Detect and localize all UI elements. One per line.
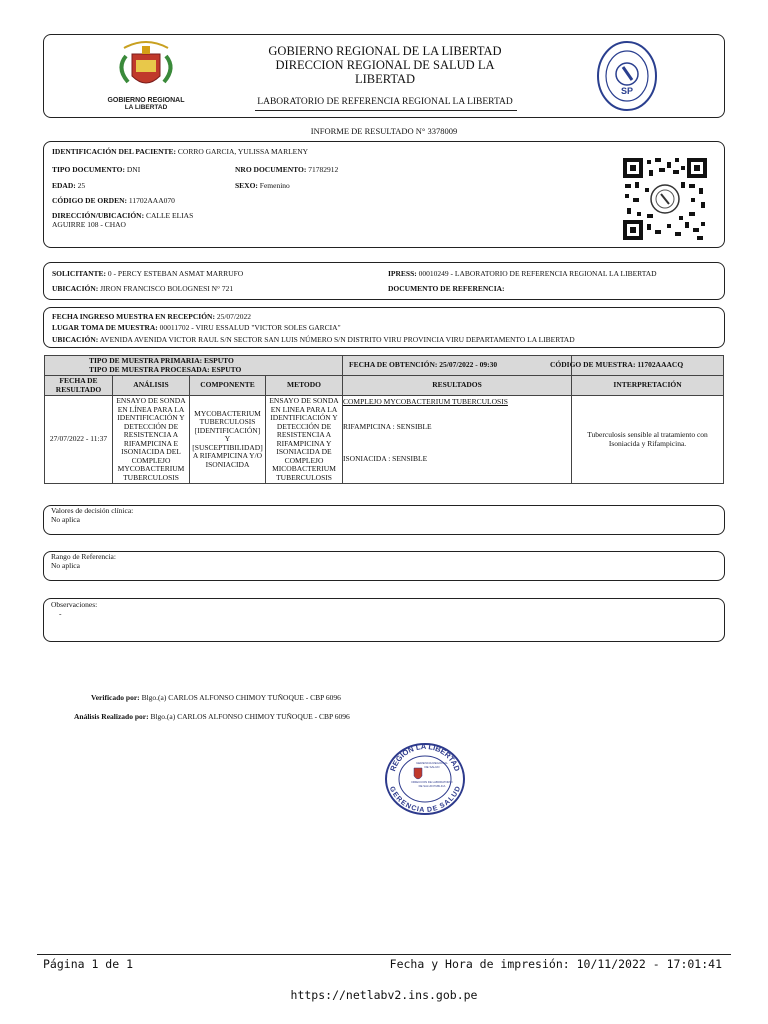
result-rifampicina: RIFAMPICINA : SENSIBLE bbox=[343, 421, 432, 431]
performed-by: Análisis Realizado por: Blgo.(a) CARLOS ALFONSO CHIMOY TUÑOQUE - CBP 6096 bbox=[74, 712, 350, 721]
cell-interpretacion: Tuberculosis sensible al tratamiento con Isoniacida y Rifampicina. bbox=[572, 396, 724, 484]
cell-analisis: ENSAYO DE SONDA EN LÍNEA PARA LA IDENTIFICACIÓN Y DETECCIÓN DE RESISTENCIA A RIFAMPICINA E ISONIACIDA DEL COMPLEJO MYCOBACTERIUM TUBERCULOSIS bbox=[113, 396, 190, 484]
svg-text:DIRECCION DE LABORATORIO: DIRECCION DE LABORATORIO bbox=[411, 780, 453, 784]
regional-government-logo bbox=[98, 38, 194, 114]
cell-resultados bbox=[343, 396, 572, 484]
col-interpretacion: INTERPRETACIÓN bbox=[572, 376, 724, 396]
table-row bbox=[45, 396, 724, 484]
requester-location: UBICACIÓN: JIRON FRANCISCO BOLOGNESI N° 721 bbox=[52, 284, 234, 293]
svg-text:DE SALUD: DE SALUD bbox=[424, 765, 440, 769]
cell-metodo: ENSAYO DE SONDA EN LINEA PARA LA IDENTIFICACIÓN Y DETECCIÓN DE RESISTENCIA A RIFAMPICINA Y ISONIACIDA DE COMPLEJO MICOBACTERIUM TUBERCULOSIS bbox=[266, 396, 343, 484]
lab-underline bbox=[255, 110, 517, 111]
col-fecha: FECHA DE RESULTADO bbox=[45, 376, 113, 396]
patient-id: IDENTIFICACIÓN DEL PACIENTE: CORRO GARCIA, YULISSA MARLENY bbox=[52, 147, 309, 156]
cell-componente: MYCOBACTERIUM TUBERCULOSIS [IDENTIFICACIÓN] Y [SUSCEPTIBILIDAD] A RIFAMPICINA Y/O ISONIACIDA bbox=[190, 396, 266, 484]
reference-document: DOCUMENTO DE REFERENCIA: bbox=[388, 284, 505, 293]
health-management-stamp bbox=[384, 742, 466, 816]
age: EDAD: 25 bbox=[52, 181, 86, 190]
header-title-line1: GOBIERNO REGIONAL DE LA LIBERTAD bbox=[268, 44, 502, 58]
header-title bbox=[250, 44, 520, 86]
col-componente: COMPONENTE bbox=[190, 376, 266, 396]
reference-range-box bbox=[43, 551, 725, 581]
header-title-line3: LIBERTAD bbox=[354, 72, 416, 86]
seal-letters: SP bbox=[620, 86, 634, 96]
range-label: Rango de Referencia: bbox=[51, 552, 116, 561]
table-meta-row bbox=[45, 356, 724, 376]
patient-name: CORRO GARCIA, YULISSA MARLENY bbox=[177, 147, 309, 156]
footer-rule bbox=[37, 954, 731, 955]
stamp-top-text: REGION LA LIBERTAD bbox=[388, 742, 462, 773]
report-title: INFORME DE RESULTADO N° 3378009 bbox=[310, 126, 458, 136]
logo-left-subtext: LA LIBERTAD bbox=[124, 104, 168, 111]
requester-box bbox=[43, 262, 725, 300]
svg-text:GERENCIA REGIONAL: GERENCIA REGIONAL bbox=[416, 761, 448, 765]
order-code: CÓDIGO DE ORDEN: 11702AAA070 bbox=[52, 196, 175, 205]
observations-value: - bbox=[59, 609, 62, 618]
print-timestamp: Fecha y Hora de impresión: 10/11/2022 - 17:01:41 bbox=[389, 957, 722, 971]
sample-type-cell: TIPO DE MUESTRA PRIMARIA: ESPUTO TIPO DE MUESTRA PROCESADA: ESPUTO bbox=[45, 356, 343, 376]
header-title-line2: DIRECCION REGIONAL DE SALUD LA bbox=[275, 58, 495, 72]
qr-code bbox=[623, 158, 707, 240]
table-header-row bbox=[45, 376, 724, 396]
obtained-date-cell: FECHA DE OBTENCIÓN: 25/07/2022 - 09:30 bbox=[343, 356, 572, 376]
col-metodo: METODO bbox=[266, 376, 343, 396]
lab-seal bbox=[596, 40, 658, 112]
stamp-bottom-text: GERENCIA DE SALUD bbox=[387, 785, 463, 814]
decision-label: Valores de decisión clínica: bbox=[51, 506, 134, 515]
svg-text:DE SALUD PUBLICA: DE SALUD PUBLICA bbox=[418, 784, 446, 788]
observations-label: Observaciones: bbox=[51, 600, 98, 609]
lab-name: LABORATORIO DE REFERENCIA REGIONAL LA LIBERTAD bbox=[257, 97, 513, 107]
sample-code-cell: CÓDIGO DE MUESTRA: 11702AAACQ bbox=[572, 356, 724, 376]
col-analisis: ANÁLISIS bbox=[113, 376, 190, 396]
decision-value: No aplica bbox=[51, 515, 80, 524]
doc-number: NRO DOCUMENTO: 71782912 bbox=[235, 165, 339, 174]
address: DIRECCIÓN/UBICACIÓN: CALLE ELIAS AGUIRRE 108 - CHAO bbox=[52, 211, 194, 229]
cell-fecha: 27/07/2022 - 11:37 bbox=[45, 396, 113, 484]
ipress: IPRESS: 00010249 - LABORATORIO DE REFERENCIA REGIONAL LA LIBERTAD bbox=[388, 269, 657, 278]
sample-location: UBICACIÓN: AVENIDA AVENIDA VICTOR RAUL S/N SECTOR SAN LUIS NÚMERO S/N DISTRITO VIRU PROVINCIA VIRU DEPARTAMENTO LA LIBERTAD bbox=[52, 335, 575, 344]
results-table bbox=[44, 355, 724, 484]
sample-place: LUGAR TOMA DE MUESTRA: 00011702 - VIRU ESSALUD "VICTOR SOLES GARCIA" bbox=[52, 323, 341, 332]
footer-url[interactable]: https://netlabv2.ins.gob.pe bbox=[290, 988, 478, 1002]
requester: SOLICITANTE: 0 - PERCY ESTEBAN ASMAT MARRUFO bbox=[52, 269, 244, 278]
verified-by: Verificado por: Blgo.(a) CARLOS ALFONSO CHIMOY TUÑOQUE - CBP 6096 bbox=[91, 693, 341, 702]
col-resultados: RESULTADOS bbox=[343, 376, 572, 396]
sex: SEXO: Femenino bbox=[235, 181, 290, 190]
sample-received: FECHA INGRESO MUESTRA EN RECEPCIÓN: 25/07/2022 bbox=[52, 312, 251, 321]
logo-left-text: GOBIERNO REGIONAL bbox=[107, 97, 185, 104]
decision-box bbox=[43, 505, 725, 535]
range-value: No aplica bbox=[51, 561, 80, 570]
svg-text:GERENCIA DE SALUD bbox=[388, 786, 462, 814]
page-number: Página 1 de 1 bbox=[43, 957, 134, 971]
observations-box bbox=[43, 598, 725, 642]
result-complex: COMPLEJO MYCOBACTERIUM TUBERCULOSIS bbox=[343, 397, 508, 406]
result-isoniacida: ISONIACIDA : SENSIBLE bbox=[343, 454, 428, 463]
doc-type: TIPO DOCUMENTO: DNI bbox=[52, 165, 141, 174]
